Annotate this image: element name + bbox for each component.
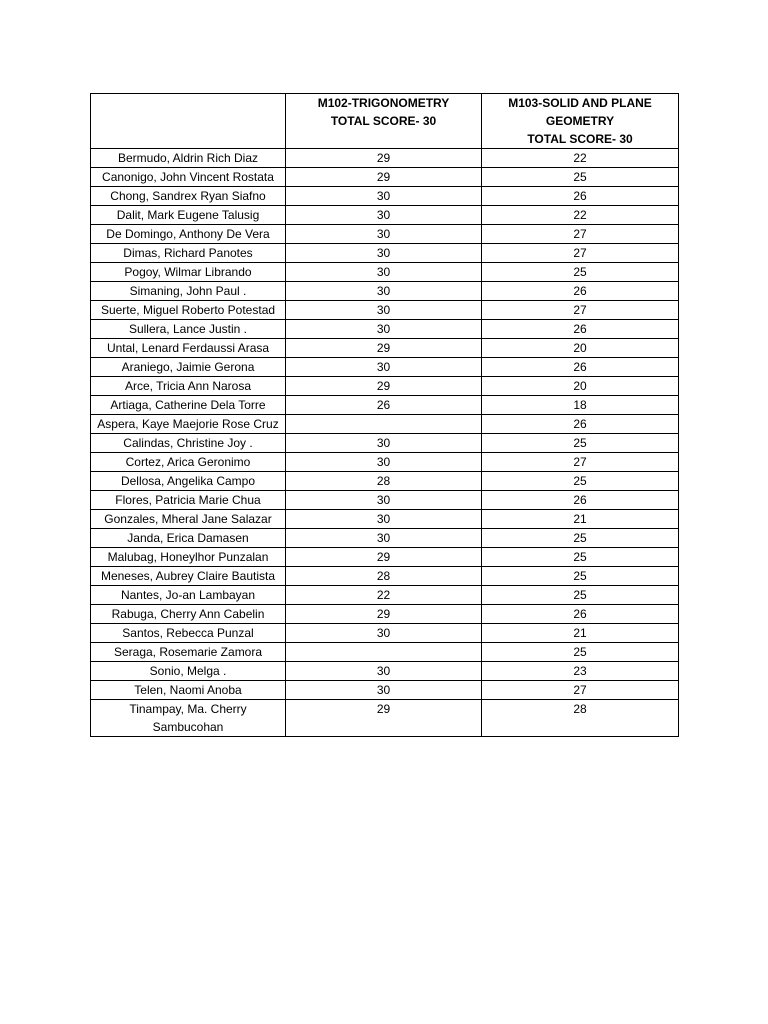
student-name-cell: Seraga, Rosemarie Zamora [91, 643, 286, 662]
student-name-cell: Meneses, Aubrey Claire Bautista [91, 567, 286, 586]
trigonometry-score-cell [286, 415, 482, 434]
table-row [91, 225, 679, 244]
trigonometry-score-cell: 30 [286, 662, 482, 681]
geometry-score-cell: 25 [482, 472, 679, 491]
trigonometry-score-cell: 26 [286, 396, 482, 415]
student-name-cell: Araniego, Jaimie Gerona [91, 358, 286, 377]
geometry-score-cell: 20 [482, 377, 679, 396]
table-row [91, 301, 679, 320]
student-name-cell: Canonigo, John Vincent Rostata [91, 168, 286, 187]
trigonometry-score-cell: 29 [286, 548, 482, 567]
student-name-cell: Sonio, Melga . [91, 662, 286, 681]
student-name-cell: Rabuga, Cherry Ann Cabelin [91, 605, 286, 624]
trigonometry-score-cell: 29 [286, 168, 482, 187]
table-row [91, 149, 679, 168]
header-geometry [482, 94, 679, 149]
table-row [91, 529, 679, 548]
table-row [91, 548, 679, 567]
trigonometry-score-cell: 28 [286, 567, 482, 586]
table-row [91, 244, 679, 263]
student-name-cell: Dalit, Mark Eugene Talusig [91, 206, 286, 225]
header-name [91, 94, 286, 149]
student-name-cell: Gonzales, Mheral Jane Salazar [91, 510, 286, 529]
trigonometry-score-cell: 30 [286, 206, 482, 225]
geometry-score-cell: 20 [482, 339, 679, 358]
table-row [91, 282, 679, 301]
geometry-score-cell: 25 [482, 548, 679, 567]
table-row [91, 681, 679, 700]
table-header [91, 94, 679, 149]
geometry-score-cell: 21 [482, 510, 679, 529]
trigonometry-score-cell: 30 [286, 358, 482, 377]
trigonometry-score-cell: 30 [286, 244, 482, 263]
trigonometry-score-cell: 30 [286, 491, 482, 510]
table-row [91, 643, 679, 662]
student-name-cell: Santos, Rebecca Punzal [91, 624, 286, 643]
header-row [91, 94, 679, 149]
trigonometry-score-cell: 30 [286, 225, 482, 244]
trigonometry-score-cell: 29 [286, 605, 482, 624]
student-name-cell: Calindas, Christine Joy . [91, 434, 286, 453]
trigonometry-score-cell: 30 [286, 282, 482, 301]
trigonometry-score-cell: 30 [286, 301, 482, 320]
header-trigonometry-line-2: TOTAL SCORE- 30 [330, 114, 437, 128]
table-row [91, 187, 679, 206]
geometry-score-cell: 23 [482, 662, 679, 681]
student-name-cell: Flores, Patricia Marie Chua [91, 491, 286, 510]
student-name-cell: Suerte, Miguel Roberto Potestad [91, 301, 286, 320]
student-name-cell: Telen, Naomi Anoba [91, 681, 286, 700]
table-row [91, 510, 679, 529]
table-row [91, 605, 679, 624]
geometry-score-cell: 27 [482, 244, 679, 263]
trigonometry-score-cell: 30 [286, 320, 482, 339]
geometry-score-cell: 18 [482, 396, 679, 415]
table-row [91, 434, 679, 453]
trigonometry-score-cell: 29 [286, 700, 482, 737]
table-body [91, 149, 679, 737]
table-row [91, 700, 679, 737]
trigonometry-score-cell: 30 [286, 624, 482, 643]
table-row [91, 472, 679, 491]
trigonometry-score-cell [286, 643, 482, 662]
student-name-cell: Arce, Tricia Ann Narosa [91, 377, 286, 396]
header-trigonometry-line-1: M102-TRIGONOMETRY [317, 96, 450, 110]
trigonometry-score-cell: 30 [286, 510, 482, 529]
trigonometry-score-cell: 30 [286, 263, 482, 282]
header-trigonometry [286, 94, 482, 149]
geometry-score-cell: 22 [482, 149, 679, 168]
trigonometry-score-cell: 22 [286, 586, 482, 605]
table-row [91, 168, 679, 187]
header-geometry-line-3: TOTAL SCORE- 30 [527, 132, 633, 146]
table-row [91, 567, 679, 586]
table-row [91, 396, 679, 415]
trigonometry-score-cell: 29 [286, 149, 482, 168]
trigonometry-score-cell: 28 [286, 472, 482, 491]
student-name-cell: Untal, Lenard Ferdaussi Arasa [91, 339, 286, 358]
geometry-score-cell: 25 [482, 263, 679, 282]
table-row [91, 206, 679, 225]
student-name-cell: Artiaga, Catherine Dela Torre [91, 396, 286, 415]
trigonometry-score-cell: 30 [286, 187, 482, 206]
student-name-cell: Dimas, Richard Panotes [91, 244, 286, 263]
student-name-cell: Pogoy, Wilmar Librando [91, 263, 286, 282]
trigonometry-score-cell: 30 [286, 681, 482, 700]
table-row [91, 491, 679, 510]
geometry-score-cell: 26 [482, 320, 679, 339]
geometry-score-cell: 25 [482, 434, 679, 453]
geometry-score-cell: 28 [482, 700, 679, 737]
student-name-cell: Dellosa, Angelika Campo [91, 472, 286, 491]
table-row [91, 358, 679, 377]
geometry-score-cell: 27 [482, 453, 679, 472]
student-name-cell: Janda, Erica Damasen [91, 529, 286, 548]
table-row [91, 377, 679, 396]
geometry-score-cell: 21 [482, 624, 679, 643]
geometry-score-cell: 26 [482, 491, 679, 510]
geometry-score-cell: 26 [482, 358, 679, 377]
trigonometry-score-cell: 30 [286, 453, 482, 472]
header-geometry-line-1: M103-SOLID AND PLANE [508, 96, 652, 110]
geometry-score-cell: 27 [482, 681, 679, 700]
table-row [91, 320, 679, 339]
geometry-score-cell: 25 [482, 586, 679, 605]
header-geometry-line-2: GEOMETRY [545, 114, 615, 128]
geometry-score-cell: 25 [482, 168, 679, 187]
table-row [91, 586, 679, 605]
student-name-cell: Aspera, Kaye Maejorie Rose Cruz [91, 415, 286, 434]
scores-table [90, 93, 679, 737]
student-name-cell: Tinampay, Ma. Cherry Sambucohan [91, 700, 286, 737]
student-name-cell: Sullera, Lance Justin . [91, 320, 286, 339]
student-name-cell: Nantes, Jo-an Lambayan [91, 586, 286, 605]
trigonometry-score-cell: 29 [286, 377, 482, 396]
table-row [91, 453, 679, 472]
geometry-score-cell: 27 [482, 301, 679, 320]
geometry-score-cell: 26 [482, 282, 679, 301]
trigonometry-score-cell: 29 [286, 339, 482, 358]
student-name-cell: De Domingo, Anthony De Vera [91, 225, 286, 244]
geometry-score-cell: 22 [482, 206, 679, 225]
table-row [91, 263, 679, 282]
geometry-score-cell: 25 [482, 643, 679, 662]
geometry-score-cell: 26 [482, 605, 679, 624]
geometry-score-cell: 27 [482, 225, 679, 244]
table-row [91, 662, 679, 681]
table-row [91, 415, 679, 434]
student-name-cell: Bermudo, Aldrin Rich Diaz [91, 149, 286, 168]
student-name-cell: Simaning, John Paul . [91, 282, 286, 301]
student-name-cell: Cortez, Arica Geronimo [91, 453, 286, 472]
student-name-cell: Malubag, Honeylhor Punzalan [91, 548, 286, 567]
trigonometry-score-cell: 30 [286, 434, 482, 453]
table-row [91, 624, 679, 643]
geometry-score-cell: 26 [482, 415, 679, 434]
table-row [91, 339, 679, 358]
student-name-cell: Chong, Sandrex Ryan Siafno [91, 187, 286, 206]
geometry-score-cell: 25 [482, 529, 679, 548]
trigonometry-score-cell: 30 [286, 529, 482, 548]
geometry-score-cell: 25 [482, 567, 679, 586]
geometry-score-cell: 26 [482, 187, 679, 206]
